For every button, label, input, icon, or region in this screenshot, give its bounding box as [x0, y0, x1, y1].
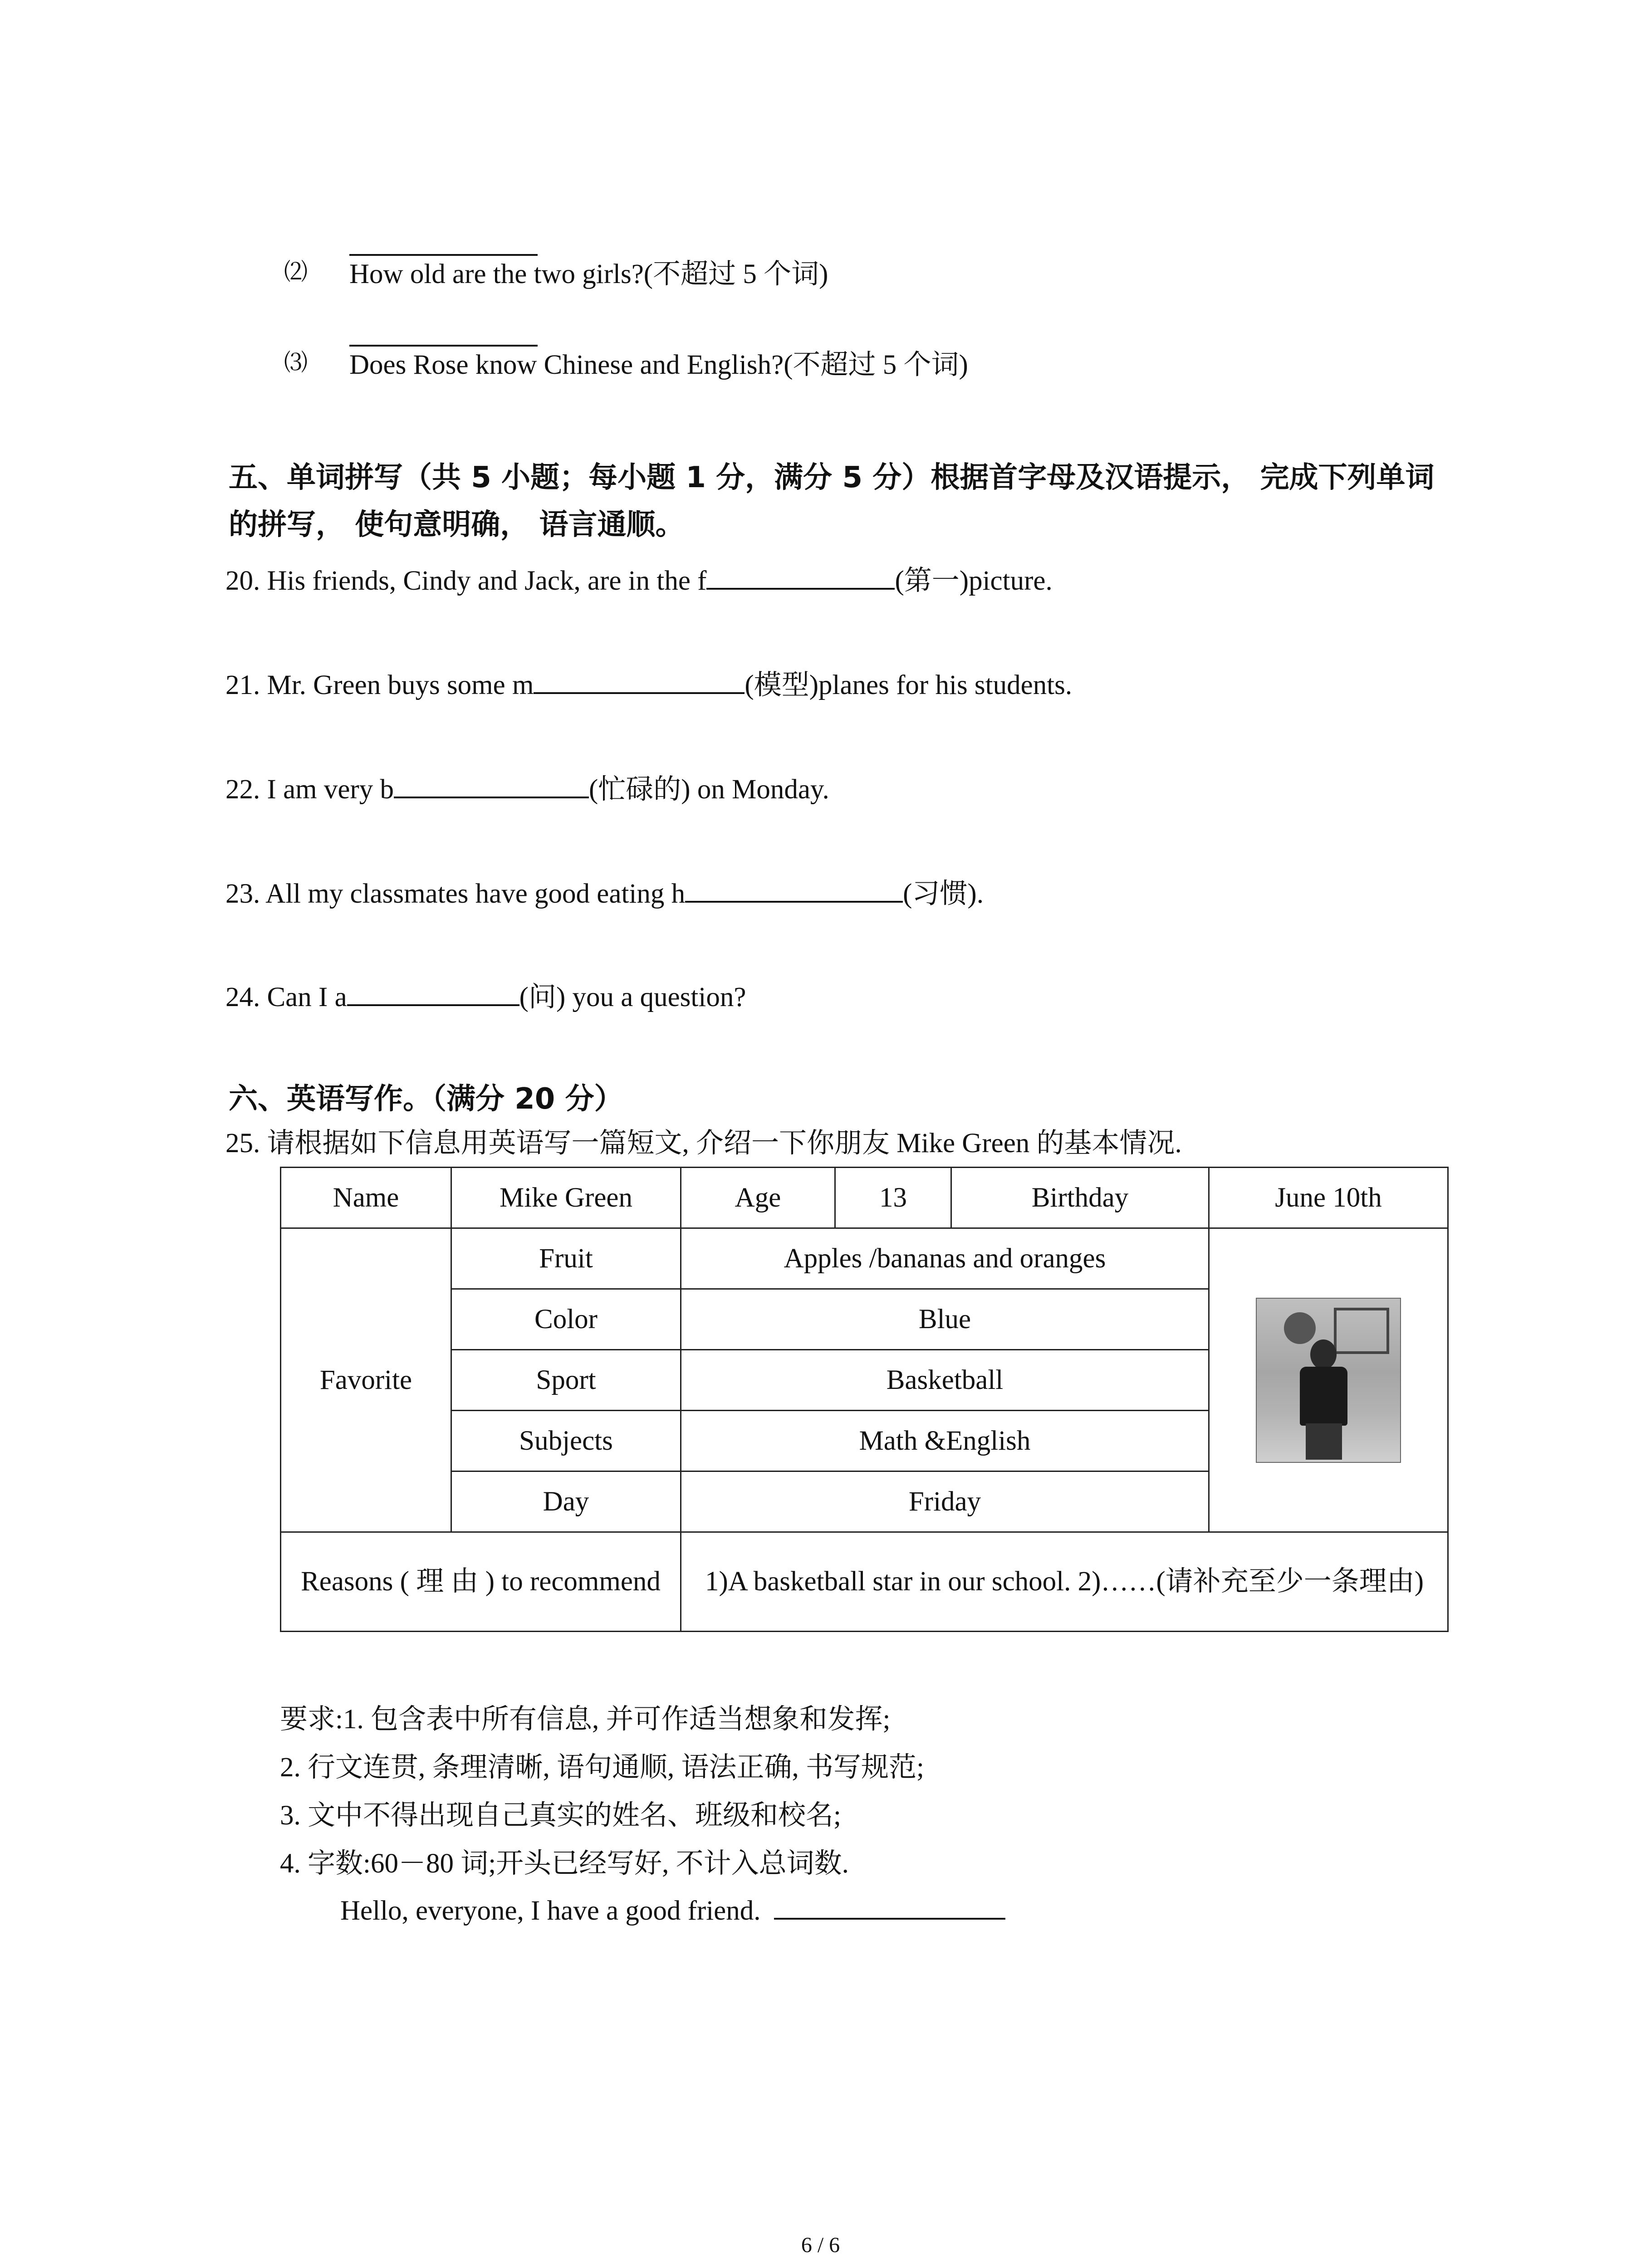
- item-marker: ⑵: [284, 259, 308, 286]
- favorite-subjects-value: Math &English: [681, 1411, 1209, 1471]
- answer-line: [349, 254, 538, 256]
- hoop-icon: [1334, 1308, 1389, 1354]
- favorite-color-label: Color: [451, 1289, 681, 1350]
- essay-blank[interactable]: [774, 1917, 1005, 1920]
- requirement-line: 4. 字数:60－80 词;开头已经写好, 不计入总词数.: [280, 1848, 849, 1879]
- favorite-day-label: Day: [451, 1471, 681, 1532]
- answer-blank[interactable]: [534, 692, 745, 694]
- item-number: 20.: [225, 566, 260, 596]
- spelling-item: [225, 983, 746, 1011]
- item-text: I am very b: [267, 774, 394, 805]
- item-text: Can I a: [267, 982, 347, 1012]
- item-text: His friends, Cindy and Jack, are in the f: [267, 566, 707, 596]
- answer-blank[interactable]: [685, 900, 903, 903]
- item-hint: (模型)planes for his students.: [745, 670, 1073, 700]
- spelling-item: [225, 671, 1072, 699]
- question-text: Does Rose know Chinese and English?(不超过 5 个词): [349, 350, 968, 380]
- item-marker: ⑶: [284, 349, 308, 376]
- item-number: 23.: [225, 879, 260, 909]
- essay-opening: [340, 1897, 1005, 1925]
- writing-prompt: [225, 1129, 1182, 1157]
- opening-text: Hello, everyone, I have a good friend.: [340, 1896, 761, 1926]
- reasons-value: 1)A basketball star in our school. 2)……(请补充至少一条理由): [681, 1532, 1448, 1632]
- favorite-fruit-value: Apples /bananas and oranges: [681, 1228, 1209, 1289]
- section-heading: 五、单词拼写（共 5 小题；每小题 1 分，满分 5 分）根据首字母及汉语提示， 完成下列单词的拼写， 使句意明确， 语言通顺。: [229, 461, 1435, 542]
- reasons-label: Reasons ( 理 由 ) to recommend: [281, 1532, 681, 1632]
- age-label: Age: [681, 1168, 835, 1228]
- age-value: 13: [835, 1168, 951, 1228]
- player-legs: [1306, 1423, 1342, 1460]
- item-number: 24.: [225, 982, 260, 1012]
- favorite-label: Favorite: [281, 1228, 451, 1532]
- requirement-line: 3. 文中不得出现自己真实的姓名、班级和校名;: [280, 1800, 841, 1831]
- answer-blank[interactable]: [706, 587, 895, 590]
- item-number: 25.: [225, 1128, 260, 1158]
- ball-icon: [1284, 1312, 1316, 1344]
- favorite-sport-label: Sport: [451, 1350, 681, 1411]
- info-table: [280, 1167, 1449, 1632]
- section-heading: 六、英语写作。（满分 20 分）: [229, 1082, 623, 1116]
- prompt-text: 请根据如下信息用英语写一篇短文, 介绍一下你朋友 Mike Green 的基本情况.: [267, 1128, 1182, 1158]
- player-body: [1300, 1367, 1347, 1426]
- favorite-subjects-label: Subjects: [451, 1411, 681, 1471]
- name-label: Name: [281, 1168, 451, 1228]
- requirement-line: 2. 行文连贯, 条理清晰, 语句通顺, 语法正确, 书写规范;: [280, 1752, 924, 1783]
- player-head: [1310, 1339, 1337, 1369]
- spelling-item: [225, 776, 829, 803]
- favorite-day-value: Friday: [681, 1471, 1209, 1532]
- item-hint: (习惯).: [903, 879, 984, 909]
- photo-cell: [1209, 1228, 1448, 1532]
- spelling-item: [225, 567, 1053, 595]
- item-text: Mr. Green buys some m: [267, 670, 534, 700]
- birthday-value: June 10th: [1209, 1168, 1448, 1228]
- favorite-color-value: Blue: [681, 1289, 1209, 1350]
- item-hint: (问) you a question?: [519, 982, 746, 1012]
- name-value: Mike Green: [451, 1168, 681, 1228]
- basketball-player-photo: [1256, 1298, 1401, 1463]
- answer-blank[interactable]: [347, 1004, 519, 1006]
- favorite-sport-value: Basketball: [681, 1350, 1209, 1411]
- spelling-item: [225, 880, 984, 908]
- answer-line: [349, 345, 538, 347]
- question-text: How old are the two girls?(不超过 5 个词): [349, 259, 828, 289]
- item-hint: (第一)picture.: [895, 566, 1053, 596]
- favorite-fruit-label: Fruit: [451, 1228, 681, 1289]
- page-number: 6 / 6: [801, 2233, 840, 2257]
- requirement-line: 要求:1. 包含表中所有信息, 并可作适当想象和发挥;: [280, 1704, 891, 1735]
- item-text: All my classmates have good eating h: [265, 879, 686, 909]
- birthday-label: Birthday: [951, 1168, 1209, 1228]
- item-number: 22.: [225, 774, 260, 805]
- answer-blank[interactable]: [394, 796, 589, 798]
- item-number: 21.: [225, 670, 260, 700]
- item-hint: (忙碌的) on Monday.: [588, 774, 829, 805]
